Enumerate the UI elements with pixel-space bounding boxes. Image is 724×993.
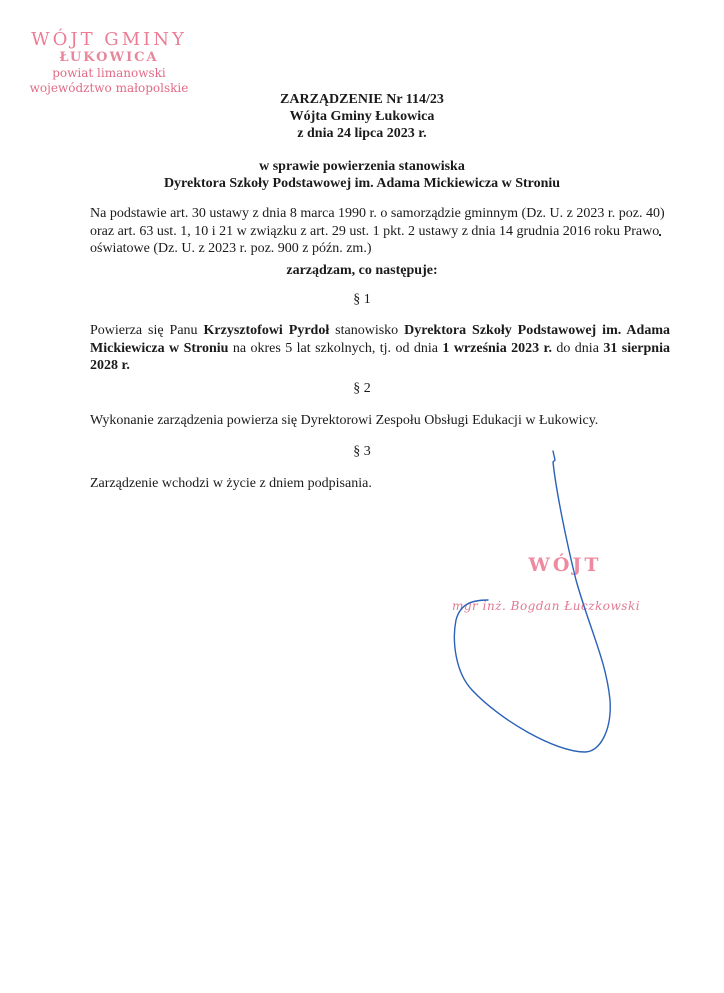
stamp-line-municipality: ŁUKOWICA [59,50,159,65]
document-issuer: Wójta Gminy Łukowica [289,109,435,124]
signature-stamp-title: WÓJT [528,554,602,576]
header-stamp [14,30,204,96]
section-3-mark: § 3 [353,444,371,459]
section-1-part: do dnia [551,340,604,356]
end-date: 31 sierpnia 2028 r. [90,340,670,373]
subject-line-1: w sprawie powierzenia stanowiska [259,159,465,174]
stamp-line-county: powiat limanowski [52,66,166,80]
position-title: Dyrektora Szkoły Podstawowej im. Adama Mickiewicza w Stroniu [90,323,670,356]
preamble-line-1: Na podstawie art. 30 ustawy z dnia 8 marca 1990 r. o samorządzie gminnym (Dz. U. z 2023 r. poz. 40) [90,206,665,221]
section-2-text: Wykonanie zarządzenia powierza się Dyrektorowi Zespołu Obsługi Edukacji w Łukowicy. [90,413,599,428]
section-2-mark: § 2 [353,381,371,396]
section-1-part: Powierza się Panu [90,323,204,338]
decree-statement: zarządzam, co następuje: [286,263,438,278]
section-1-part: na okres 5 lat szkolnych, tj. od dnia [228,340,443,356]
preamble-line-2: oraz art. 63 ust. 1, 10 i 21 w związku z art. 29 ust. 1 pkt. 2 ustawy z dnia 14 grudnia 2016 roku Prawo [90,223,660,239]
start-date: 1 września 2023 r. [442,340,552,356]
document-title: ZARZĄDZENIE Nr 114/23 [280,92,444,107]
document-date: z dnia 24 lipca 2023 r. [297,126,427,141]
stamp-line-office: WÓJT GMINY [31,29,187,50]
section-1-mark: § 1 [353,292,371,307]
subject-line-2: Dyrektora Szkoły Podstawowej im. Adama Mickiewicza w Stroniu [163,176,561,191]
stamp-line-voivodeship: województwo małopolskie [29,81,189,95]
preamble [90,205,665,258]
section-1-text [90,322,670,375]
section-1-part: stanowisko [329,323,405,338]
section-3-text: Zarządzenie wchodzi w życie z dniem podpisania. [90,476,372,491]
signature-stamp-name: mgr inż. Bogdan Łuczkowski [452,599,641,613]
appointee-name: Krzysztofowi Pyrdoł [203,323,330,338]
scan-speck [659,234,661,236]
preamble-line-3: oświatowe (Dz. U. z 2023 r. poz. 900 z późn. zm.) [90,241,372,256]
